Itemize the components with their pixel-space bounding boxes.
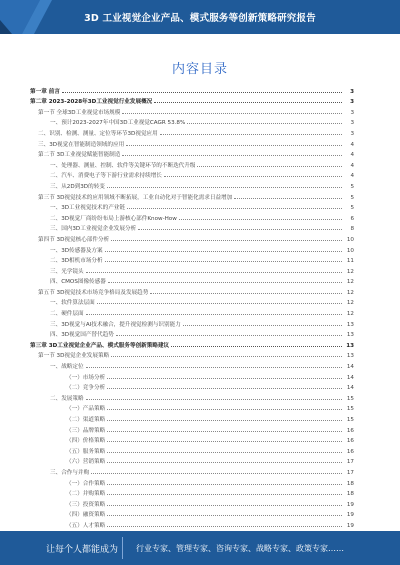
toc-entry[interactable] [30, 476, 354, 487]
toc-entry-label: 四、CMOS图像传感器 [50, 279, 106, 286]
table-of-contents [30, 84, 354, 529]
toc-entry-page: 18 [346, 491, 354, 498]
page-footer [0, 531, 400, 565]
toc-leader-dots [107, 409, 342, 410]
toc-leader-dots [62, 92, 342, 93]
toc-leader-dots [107, 441, 342, 442]
toc-entry[interactable] [30, 179, 354, 190]
toc-entry[interactable] [30, 402, 354, 413]
toc-entry[interactable] [30, 264, 354, 275]
toc-entry-page: 4 [350, 141, 354, 148]
toc-leader-dots [107, 526, 342, 527]
toc-entry-page: 14 [346, 374, 354, 381]
toc-entry-page: 12 [346, 289, 354, 296]
toc-entry[interactable] [30, 391, 354, 402]
toc-entry-page: 4 [350, 152, 354, 159]
toc-entry-page: 3 [350, 120, 354, 127]
toc-entry[interactable] [30, 95, 354, 106]
toc-entry-page: 5 [350, 183, 354, 190]
toc-entry[interactable] [30, 232, 354, 243]
toc-leader-dots [91, 473, 342, 474]
toc-entry-label: 第一节 3D视觉企业发展策略 [38, 353, 110, 360]
toc-entry-label: 三、国内3D工业视觉企业发展分析 [50, 226, 137, 233]
toc-entry-page: 17 [346, 459, 354, 466]
toc-entry-label: 第一章 前言 [30, 88, 60, 95]
toc-entry[interactable] [30, 508, 354, 519]
toc-leader-dots [86, 399, 342, 400]
header-title: 3D 工业视觉企业产品、模式服务等创新策略研究报告 [84, 13, 316, 24]
toc-entry-page: 13 [346, 332, 354, 339]
toc-leader-dots [160, 134, 342, 135]
toc-entry-page: 19 [346, 512, 354, 519]
footer-tagline: 行业专家、管理专家、咨询专家、战略专家、政策专家…… [136, 544, 344, 553]
toc-entry-page: 11 [346, 258, 354, 265]
toc-leader-dots [107, 431, 342, 432]
toc-leader-dots [107, 187, 342, 188]
toc-entry-page: 3 [350, 88, 354, 95]
toc-entry-page: 3 [350, 99, 354, 106]
toc-entry-page: 16 [346, 438, 354, 445]
toc-entry-label: 二、3D视觉厂商纷纷布局上游核心部件Know-How [50, 215, 177, 222]
toc-entry-page: 15 [346, 417, 354, 423]
toc-entry[interactable] [30, 148, 354, 159]
toc-entry[interactable] [30, 487, 354, 498]
toc-entry[interactable] [30, 285, 354, 296]
toc-entry[interactable] [30, 158, 354, 169]
toc-entry-label: （二）竞争分析 [66, 385, 106, 392]
toc-entry-page: 12 [346, 300, 354, 307]
toc-entry-label: 三、3D视觉在智能制造领域的应用 [38, 141, 125, 148]
toc-leader-dots [105, 261, 342, 262]
toc-leader-dots [105, 251, 342, 252]
toc-leader-dots [138, 229, 342, 230]
toc-leader-dots [179, 219, 342, 220]
toc-leader-dots [86, 367, 342, 368]
toc-entry-label: 二、发展策略 [50, 395, 84, 402]
toc-entry-page: 12 [346, 268, 354, 275]
toc-leader-dots [122, 113, 342, 114]
toc-entry-page: 4 [350, 162, 354, 169]
toc-leader-dots [187, 123, 342, 124]
toc-entry-label: 三、光学镜头 [50, 268, 84, 275]
toc-leader-dots [183, 325, 342, 326]
toc-leader-dots [86, 314, 342, 315]
toc-entry-label: 一、软件算法层面 [50, 300, 95, 307]
toc-entry-label: （三）品牌策略 [66, 427, 106, 434]
toc-entry-page: 15 [346, 395, 354, 402]
toc-entry[interactable] [30, 434, 354, 445]
toc-leader-dots [107, 515, 342, 516]
toc-entry[interactable] [30, 349, 354, 360]
toc-entry-label: 二、硬件层面 [50, 311, 84, 318]
toc-entry[interactable] [30, 169, 354, 180]
toc-entry-label: 第二节 3D工业视觉赋能智能制造 [38, 152, 121, 159]
toc-entry-page: 13 [346, 342, 354, 349]
toc-leader-dots [107, 420, 342, 421]
toc-leader-dots [107, 505, 342, 506]
toc-entry[interactable] [30, 306, 354, 317]
toc-entry-label: 二、汽车、消费电子等下游行业需求持续增长 [50, 173, 162, 180]
toc-entry-label: （四）价格策略 [66, 438, 106, 445]
toc-leader-dots [107, 494, 342, 495]
toc-entry-label: 第一节 全球3D工业视觉市场规模 [38, 109, 121, 116]
toc-entry-label: 第四节 3D视觉核心部件分析 [38, 236, 110, 243]
toc-entry[interactable] [30, 105, 354, 116]
toc-leader-dots [107, 378, 342, 379]
toc-leader-dots [107, 452, 342, 453]
toc-entry-label: （四）融资策略 [66, 512, 106, 519]
toc-entry-page: 14 [346, 364, 354, 371]
toc-leader-dots [197, 166, 342, 167]
toc-entry-page: 16 [346, 427, 354, 434]
toc-entry-label: 一、预计2023-2027年中国3D工业视觉CAGR 53.8% [50, 120, 186, 127]
toc-leader-dots [164, 176, 342, 177]
toc-entry-page: 4 [350, 173, 354, 180]
toc-entry[interactable] [30, 497, 354, 508]
toc-leader-dots [111, 240, 342, 241]
toc-entry-label: （二）渠道策略 [66, 417, 106, 423]
toc-entry[interactable] [30, 465, 354, 476]
toc-leader-dots [126, 145, 342, 146]
toc-entry-page: 17 [346, 469, 354, 476]
toc-entry[interactable] [30, 254, 354, 265]
toc-entry[interactable] [30, 455, 354, 466]
toc-entry-label: 一、战略定位 [50, 364, 84, 371]
toc-entry[interactable] [30, 201, 354, 212]
toc-entry-label: （五）人才策略 [66, 522, 106, 529]
toc-entry[interactable] [30, 296, 354, 307]
toc-entry-label: 第二章 2023-2028年3D工业视觉行业发展概况 [30, 99, 153, 106]
toc-entry[interactable] [30, 381, 354, 392]
toc-entry[interactable] [30, 222, 354, 233]
page-header [0, 0, 400, 34]
toc-entry-label: 三、3D视觉与AI技术融合，提升视觉检测与识别能力 [50, 321, 181, 328]
toc-leader-dots [127, 208, 342, 209]
toc-entry[interactable] [30, 338, 354, 349]
toc-entry-label: 三、从2D到3D的转变 [50, 183, 105, 190]
toc-leader-dots [107, 388, 342, 389]
toc-entry-label: （三）投资策略 [66, 501, 106, 508]
toc-entry-page: 8 [350, 226, 354, 233]
toc-entry-page: 16 [346, 448, 354, 455]
toc-entry-label: 二、识别、检测、测量、定位等环节3D视觉应用 [38, 130, 158, 137]
toc-entry-label: 一、处理器、测量、控制、软件等关键环节的不断迭代升级 [50, 162, 196, 169]
toc-entry[interactable] [30, 243, 354, 254]
toc-entry-label: （一）合作策略 [66, 480, 106, 487]
toc-entry[interactable] [30, 444, 354, 455]
toc-entry-page: 18 [346, 480, 354, 487]
toc-entry-label: （五）服务策略 [66, 448, 106, 455]
toc-leader-dots [171, 346, 342, 347]
toc-entry-label: 二、3D相机市场分析 [50, 258, 103, 265]
toc-entry[interactable] [30, 137, 354, 148]
toc-entry[interactable] [30, 116, 354, 127]
toc-entry-page: 19 [346, 522, 354, 529]
toc-entry-label: （六）营销策略 [66, 459, 106, 466]
toc-leader-dots [150, 293, 342, 294]
toc-entry-page: 19 [346, 501, 354, 508]
toc-entry-label: （一）市场分析 [66, 374, 106, 381]
toc-entry[interactable] [30, 423, 354, 434]
toc-entry-page: 14 [346, 385, 354, 392]
footer-slogan: 让每个人都能成为 [46, 545, 119, 555]
toc-leader-dots [86, 272, 342, 273]
toc-entry-page: 5 [350, 194, 354, 201]
toc-entry-page: 12 [346, 279, 354, 286]
toc-entry-page: 6 [350, 215, 354, 222]
toc-entry-page: 3 [350, 109, 354, 116]
toc-entry-page: 12 [346, 311, 354, 318]
toc-entry-label: 第三节 3D视觉技术的应用领域不断拓展，工业自动化对于智能化需求日益增加 [38, 194, 233, 201]
toc-entry[interactable] [30, 190, 354, 201]
toc-entry-page: 15 [346, 406, 354, 413]
toc-entry[interactable] [30, 328, 354, 339]
toc-leader-dots [107, 462, 342, 463]
toc-entry[interactable] [30, 412, 354, 423]
toc-entry-label: （二）并购策略 [66, 491, 106, 498]
toc-heading: 内容目录 [171, 62, 228, 77]
toc-entry[interactable] [30, 84, 354, 95]
toc-entry-page: 5 [350, 205, 354, 212]
toc-leader-dots [234, 198, 342, 199]
toc-leader-dots [108, 282, 342, 283]
footer-divider [122, 537, 123, 559]
toc-entry-label: 一、3D传感器及方案 [50, 247, 103, 254]
toc-leader-dots [111, 356, 342, 357]
toc-leader-dots [122, 155, 342, 156]
toc-entry-page: 13 [346, 321, 354, 328]
toc-entry-label: 第五节 3D视觉技术市场竞争格局及发展趋势 [38, 289, 149, 296]
toc-entry[interactable] [30, 518, 354, 529]
toc-entry[interactable] [30, 317, 354, 328]
toc-entry-label: 一、3D工业视觉技术的产业链 [50, 205, 125, 212]
toc-leader-dots [97, 303, 342, 304]
toc-leader-dots [107, 484, 342, 485]
toc-entry-page: 3 [350, 130, 354, 137]
toc-entry-label: 四、3D视觉国产替代趋势 [50, 332, 114, 339]
toc-entry-label: 第三章 3D工业视觉企业产品、模式服务等创新策略建议 [30, 342, 170, 349]
toc-entry-label: （一）产品策略 [66, 406, 106, 413]
toc-leader-dots [154, 102, 342, 103]
toc-entry-page: 13 [346, 353, 354, 360]
toc-entry[interactable] [30, 275, 354, 286]
toc-entry[interactable] [30, 211, 354, 222]
toc-entry[interactable] [30, 359, 354, 370]
toc-entry-page: 10 [346, 247, 354, 254]
toc-entry-label: 三、合作与并购 [50, 469, 90, 476]
toc-entry[interactable] [30, 370, 354, 381]
toc-entry[interactable] [30, 126, 354, 137]
toc-entry-page: 10 [346, 236, 354, 243]
toc-leader-dots [116, 335, 342, 336]
